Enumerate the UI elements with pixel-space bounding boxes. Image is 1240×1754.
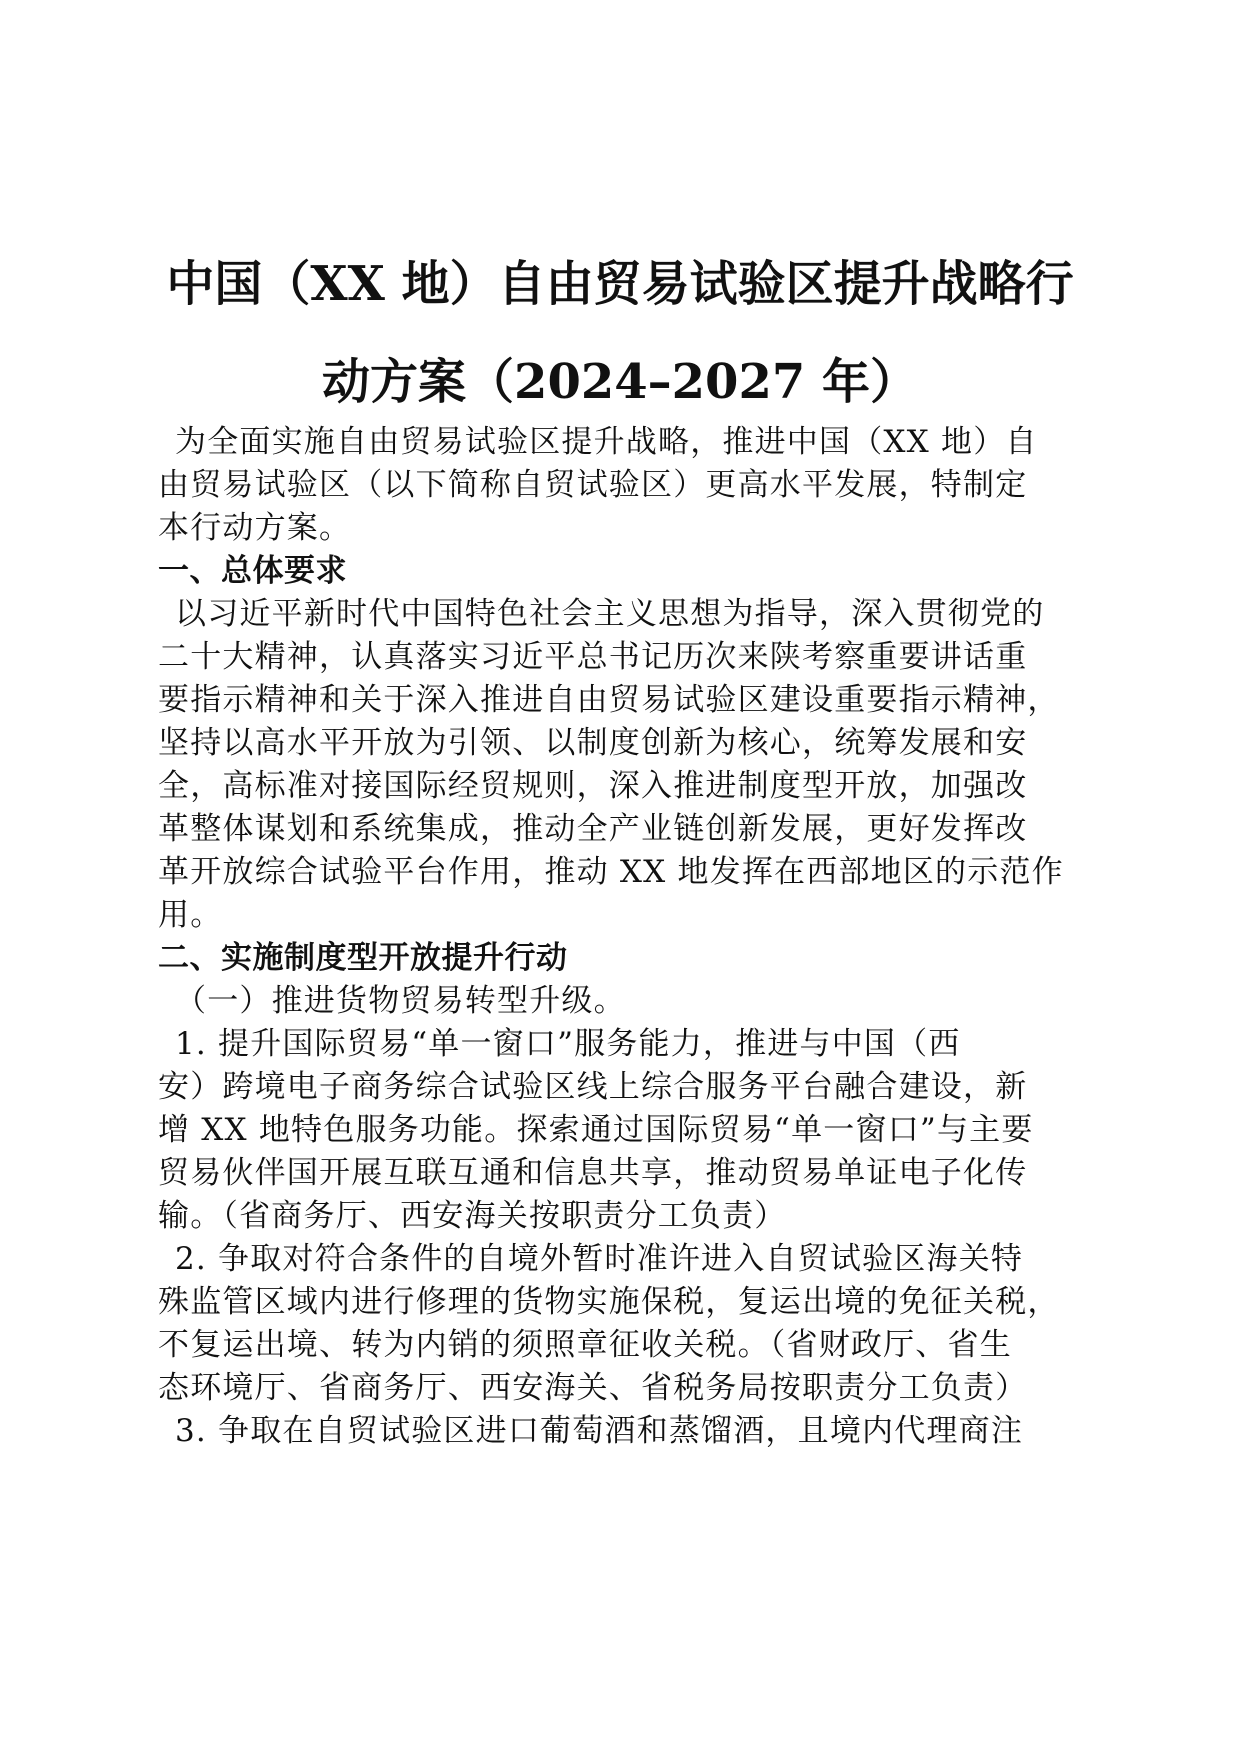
document-title-line-1: 中国（XX 地）自由贸易试验区提升战略行	[166, 256, 1074, 312]
paragraph-line: 用。	[158, 897, 223, 933]
item-line: 不复运出境、转为内销的须照章征收关税。（省财政厅、省生	[158, 1327, 1012, 1363]
item-line: 2. 争取对符合条件的自境外暂时准许进入自贸试验区海关特	[175, 1241, 1024, 1277]
document-title-line-2: 动方案（2024–2027 年）	[322, 354, 918, 410]
paragraph-line: 要指示精神和关于深入推进自由贸易试验区建设重要指示精神，	[158, 682, 1060, 718]
paragraph-line: 二十大精神，认真落实习近平总书记历次来陕考察重要讲话重	[158, 639, 1028, 675]
item-line: 态环境厅、省商务厅、西安海关、省税务局按职责分工负责）	[158, 1370, 1028, 1406]
section-heading-overall-requirements: 一、总体要求	[158, 553, 347, 589]
paragraph-line: 坚持以高水平开放为引领、以制度创新为核心，统筹发展和安	[158, 725, 1028, 761]
section-heading-institutional-opening: 二、实施制度型开放提升行动	[158, 940, 568, 976]
item-line: 安）跨境电子商务综合试验区线上综合服务平台融合建设，新	[158, 1069, 1028, 1105]
paragraph-line: 全，高标准对接国际经贸规则，深入推进制度型开放，加强改	[158, 768, 1028, 804]
item-line: 殊监管区域内进行修理的货物实施保税，复运出境的免征关税，	[158, 1284, 1060, 1320]
item-line: 输。（省商务厅、西安海关按职责分工负责）	[158, 1198, 787, 1234]
paragraph-line: 革开放综合试验平台作用，推动 XX 地发挥在西部地区的示范作	[158, 854, 1064, 890]
subsection-heading: （一）推进货物贸易转型升级。	[175, 983, 626, 1019]
intro-line: 由贸易试验区（以下简称自贸试验区）更高水平发展，特制定	[158, 467, 1028, 503]
paragraph-line: 以习近平新时代中国特色社会主义思想为指导，深入贯彻党的	[175, 596, 1045, 632]
paragraph-line: 革整体谋划和系统集成，推动全产业链创新发展，更好发挥改	[158, 811, 1028, 847]
item-line: 3. 争取在自贸试验区进口葡萄酒和蒸馏酒，且境内代理商注	[175, 1413, 1024, 1449]
intro-line: 为全面实施自由贸易试验区提升战略，推进中国（XX 地）自	[175, 424, 1038, 460]
item-line: 增 XX 地特色服务功能。探索通过国际贸易“单一窗口”与主要	[158, 1112, 1034, 1148]
item-line: 贸易伙伴国开展互联互通和信息共享，推动贸易单证电子化传	[158, 1155, 1028, 1191]
intro-line: 本行动方案。	[158, 510, 352, 546]
item-line: 1. 提升国际贸易“单一窗口”服务能力，推进与中国（西	[175, 1026, 961, 1062]
